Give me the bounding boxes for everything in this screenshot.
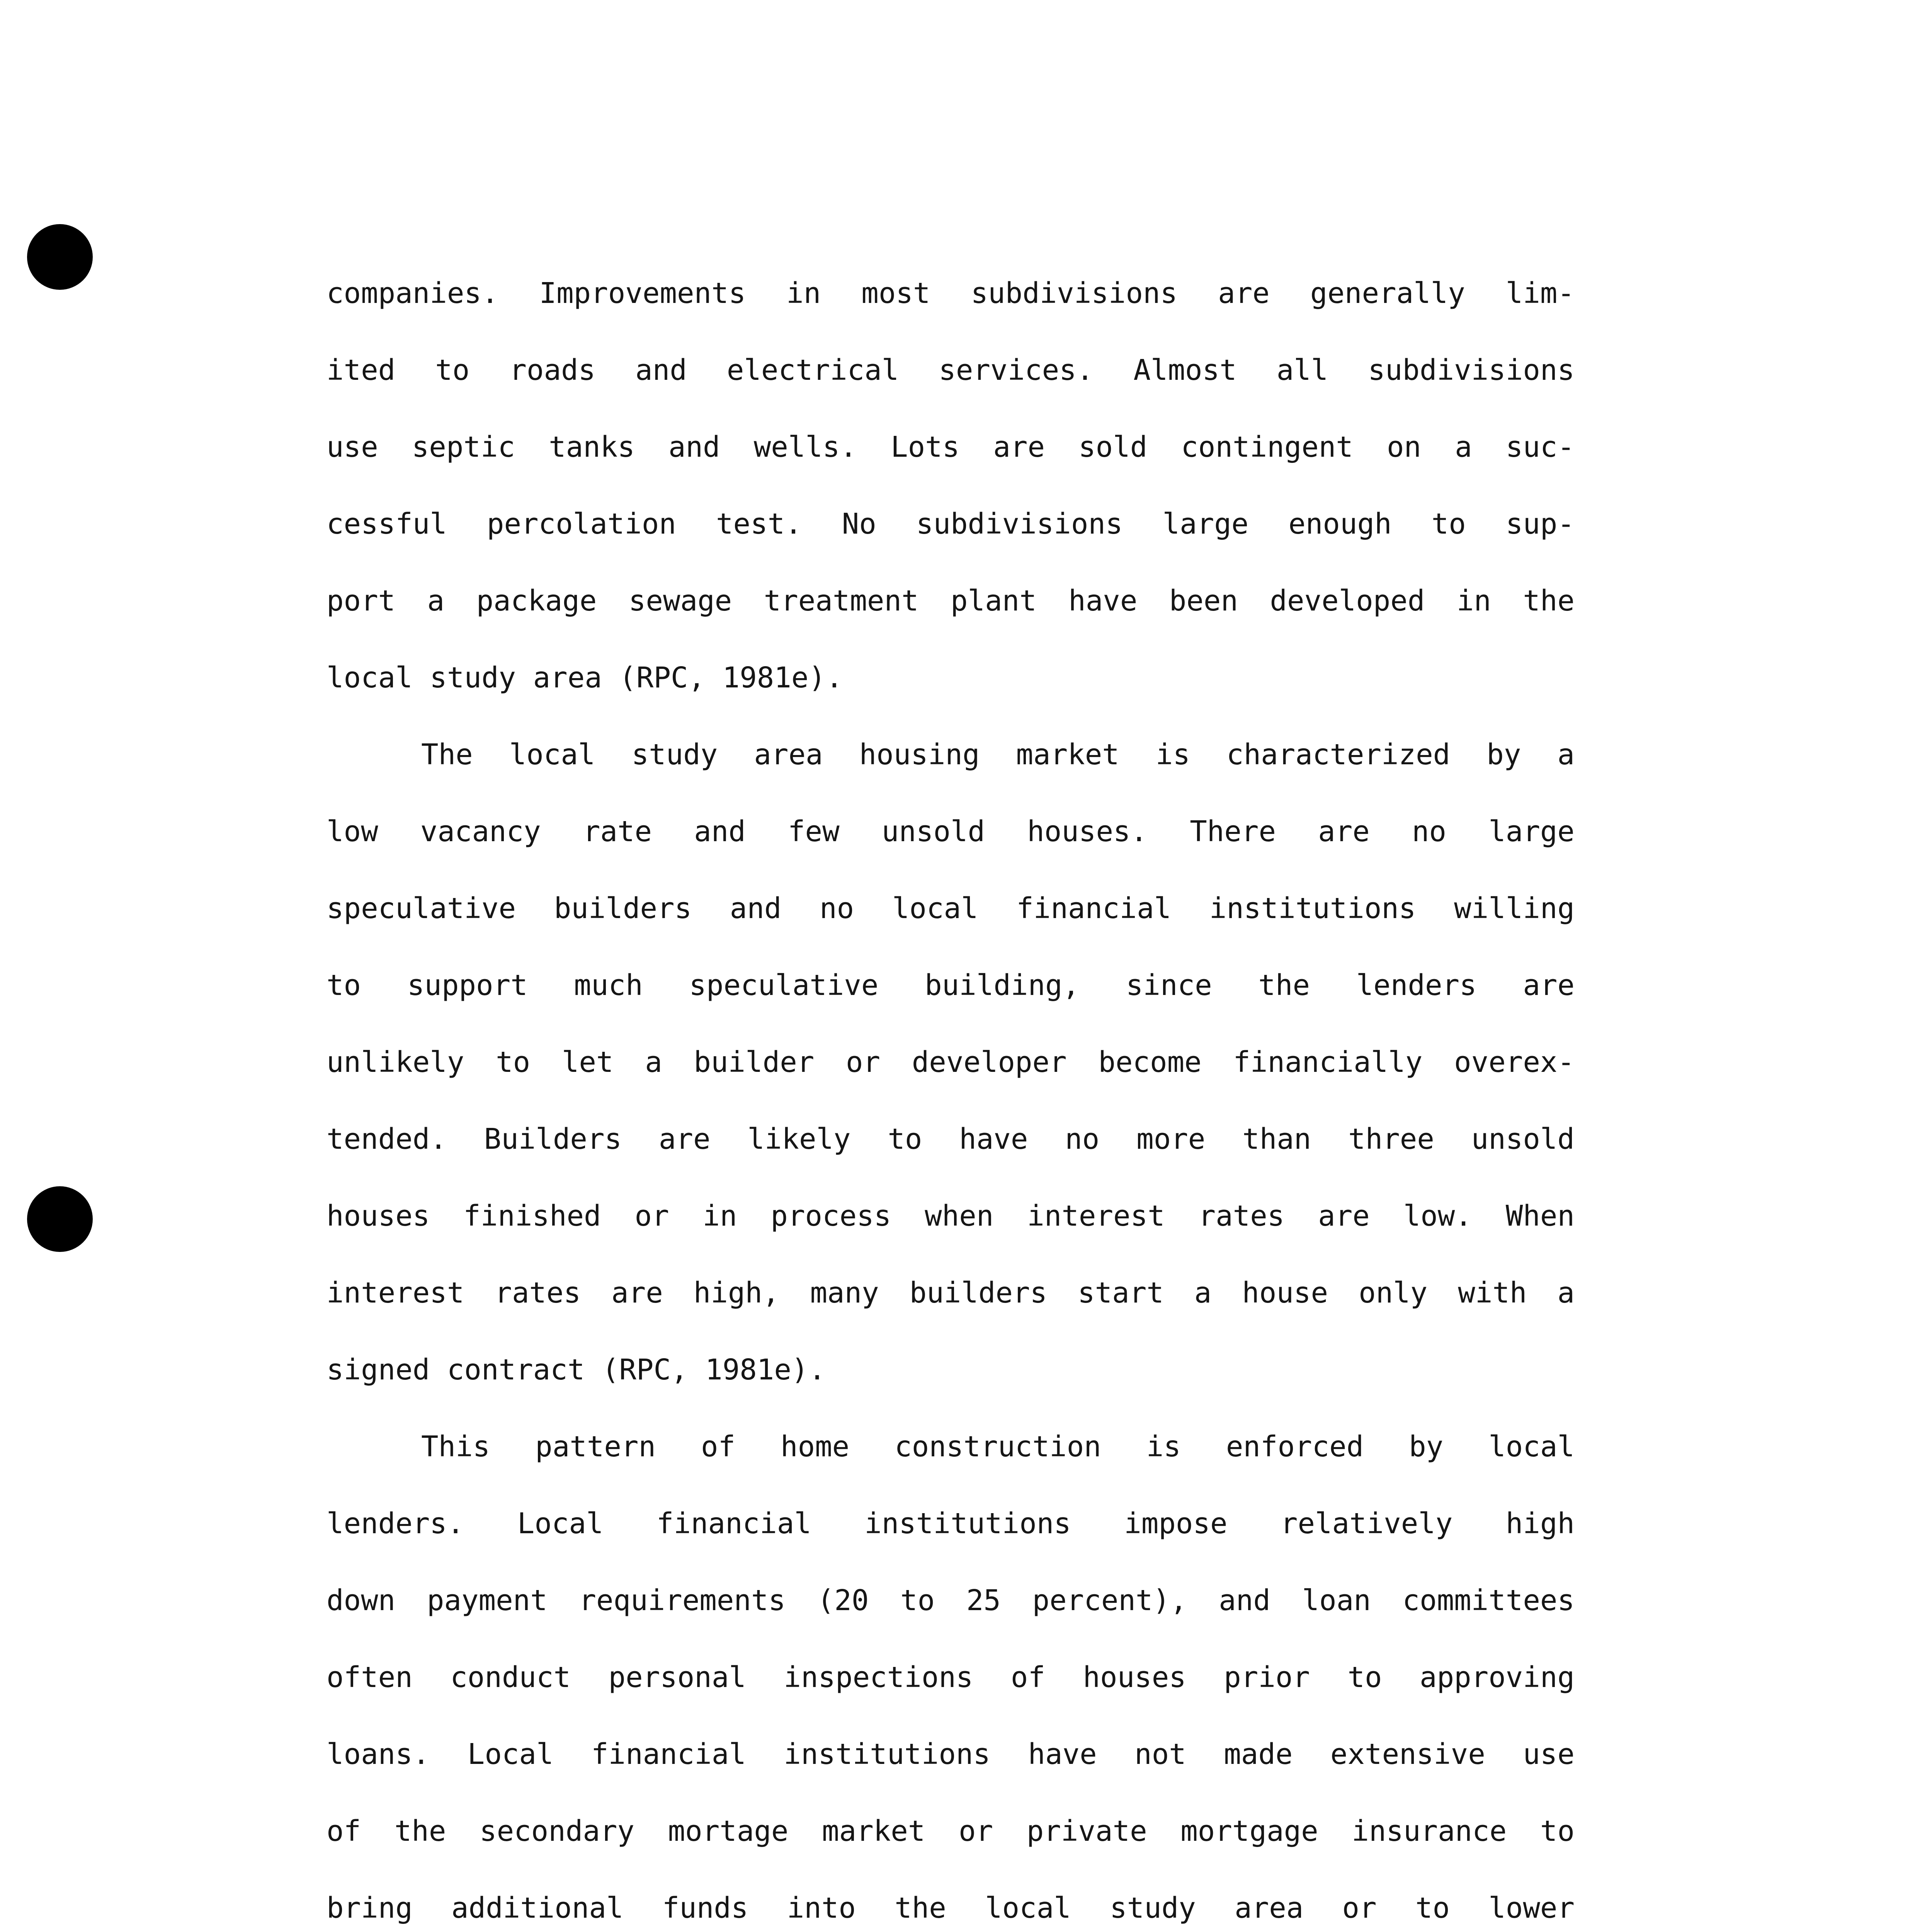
paragraph-2 (327, 716, 1575, 1408)
body-text (327, 255, 1575, 1932)
text-line: use septic tanks and wells. Lots are sold contingent on a suc- (327, 430, 1575, 464)
text-line: port a package sewage treatment plant have been developed in the (327, 584, 1575, 617)
binder-hole-middle (27, 1186, 93, 1252)
text-line: speculative builders and no local financial institutions willing (327, 892, 1575, 925)
paragraph-3 (327, 1408, 1575, 1932)
text-line: signed contract (RPC, 1981e). (327, 1353, 826, 1386)
paragraph-1 (327, 255, 1575, 716)
text-line: to support much speculative building, since the lenders are (327, 969, 1575, 1002)
text-line: low vacancy rate and few unsold houses. There are no large (327, 815, 1575, 848)
text-line: houses finished or in process when interest rates are low. When (327, 1199, 1575, 1233)
text-line: of the secondary mortage market or private mortgage insurance to (327, 1815, 1575, 1848)
text-line: local study area (RPC, 1981e). (327, 661, 843, 694)
text-line: The local study area housing market is characterized by a (421, 738, 1575, 771)
text-line: This pattern of home construction is enforced by local (421, 1430, 1575, 1463)
text-line: unlikely to let a builder or developer become financially overex- (327, 1046, 1575, 1079)
text-line: interest rates are high, many builders start a house only with a (327, 1276, 1575, 1310)
text-line: loans. Local financial institutions have not made extensive use (327, 1738, 1575, 1771)
text-line: bring additional funds into the local study area or to lower (327, 1891, 1575, 1925)
text-line: companies. Improvements in most subdivisions are generally lim- (327, 277, 1575, 310)
binder-hole-top (27, 224, 93, 290)
text-line: down payment requirements (20 to 25 percent), and loan committees (327, 1584, 1575, 1617)
text-line: cessful percolation test. No subdivisions large enough to sup- (327, 507, 1575, 541)
text-line: lenders. Local financial institutions impose relatively high (327, 1507, 1575, 1540)
text-line: often conduct personal inspections of houses prior to approving (327, 1661, 1575, 1694)
text-line: ited to roads and electrical services. Almost all subdivisions (327, 354, 1575, 387)
text-line: tended. Builders are likely to have no more than three unsold (327, 1122, 1575, 1156)
